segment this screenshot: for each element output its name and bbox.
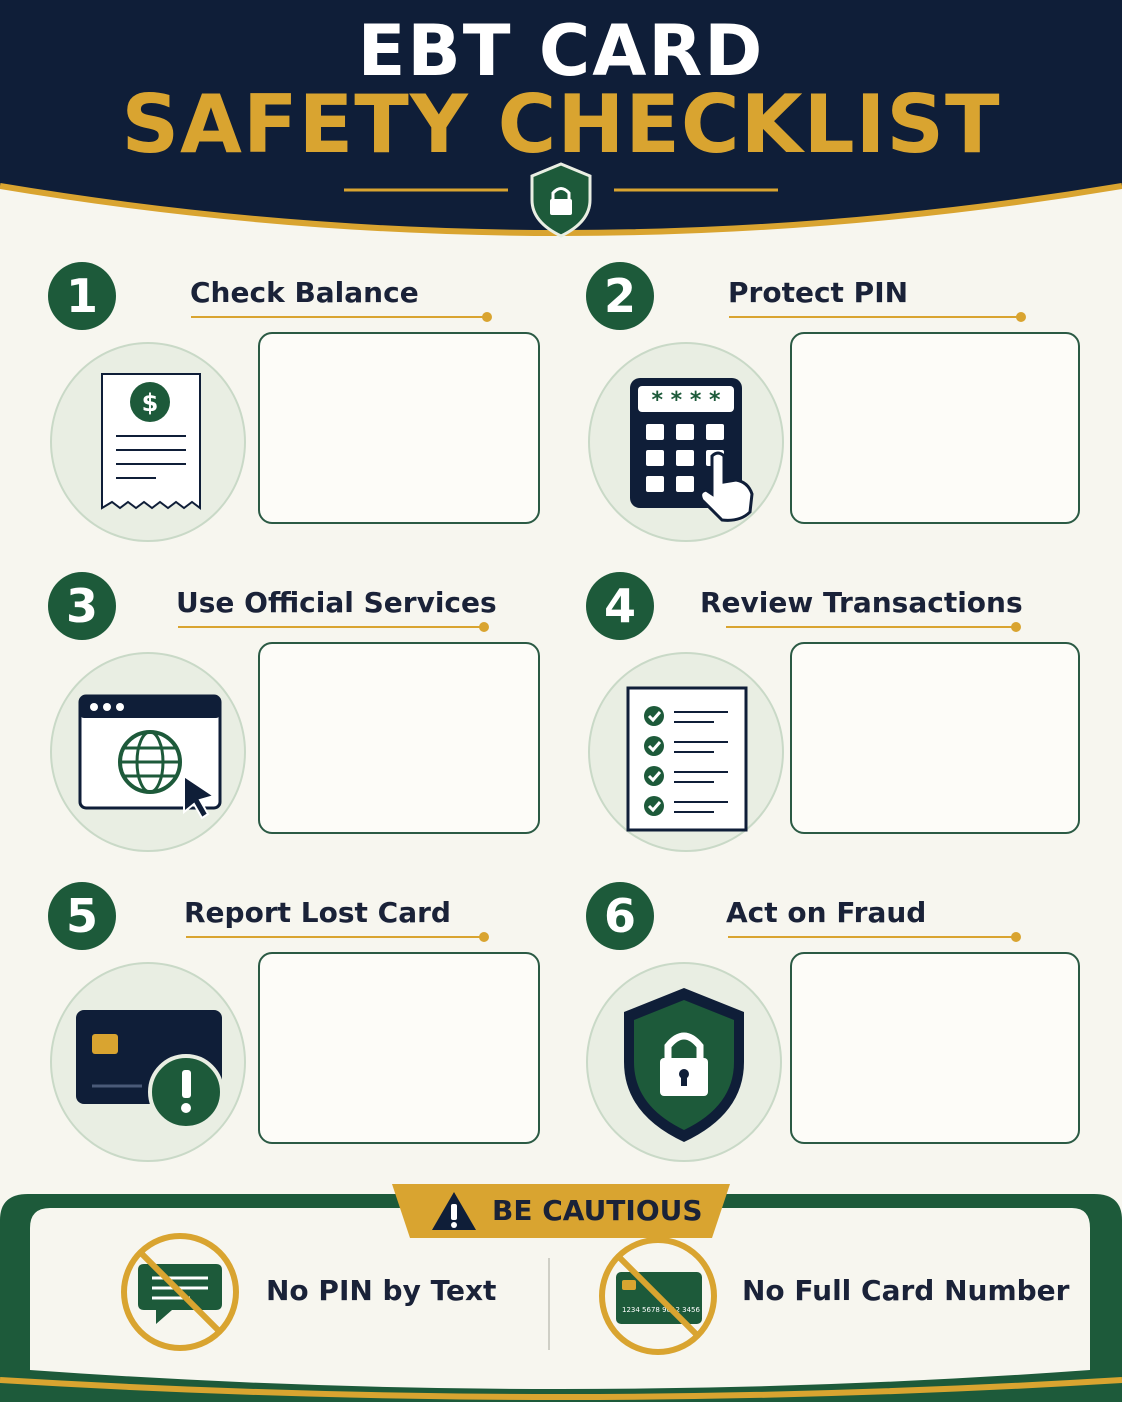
svg-text:$: $ [141, 389, 159, 417]
step-act-on-fraud [586, 882, 1122, 1182]
step-title-rule [186, 936, 484, 938]
step-title: Act on Fraud [726, 896, 927, 929]
step-report-lost-card [48, 882, 588, 1182]
icon-circle [588, 652, 784, 852]
step-check-balance [48, 262, 588, 562]
no-card-icon [602, 1240, 714, 1352]
svg-text:* * * *: * * * * [651, 388, 721, 413]
browser-globe-icon [52, 654, 248, 854]
step-number-badge: 5 [48, 882, 116, 950]
note-box[interactable] [790, 952, 1080, 1144]
note-box[interactable] [258, 952, 540, 1144]
step-protect-pin [586, 262, 1122, 562]
step-use-official-services [48, 572, 588, 872]
page-title-line1: EBT CARD [357, 10, 765, 92]
page-title-line2: SAFETY CHECKLIST [121, 78, 1001, 171]
step-title-rule [728, 936, 1016, 938]
step-title: Check Balance [190, 276, 419, 309]
step-title: Report Lost Card [184, 896, 451, 929]
step-title-rule [178, 626, 484, 628]
icon-circle [586, 962, 782, 1162]
icon-circle [50, 962, 246, 1162]
step-title: Review Transactions [700, 586, 1023, 619]
note-box[interactable] [790, 332, 1080, 524]
header [0, 0, 1122, 260]
icon-circle [50, 652, 246, 852]
step-number-badge: 1 [48, 262, 116, 330]
keypad-icon [590, 344, 786, 544]
note-box[interactable] [790, 642, 1080, 834]
step-title: Protect PIN [728, 276, 909, 309]
note-box[interactable] [258, 332, 540, 524]
step-title: Use Official Services [176, 586, 497, 619]
icon-circle [50, 342, 246, 542]
warning-no-full-card-number: No Full Card Number [742, 1274, 1070, 1307]
icon-circle [588, 342, 784, 542]
step-title-rule [729, 316, 1021, 318]
card-number-text: 1234 5678 9012 3456 [622, 1306, 700, 1314]
step-title-rule [726, 626, 1016, 628]
note-box[interactable] [258, 642, 540, 834]
step-title-rule [191, 316, 487, 318]
warning-no-pin-by-text: No PIN by Text [266, 1274, 497, 1307]
card-alert-icon [52, 964, 248, 1164]
divider [548, 1258, 550, 1350]
checklist-icon [590, 654, 786, 854]
step-number-badge: 6 [586, 882, 654, 950]
step-review-transactions [586, 572, 1122, 872]
step-number-badge: 3 [48, 572, 116, 640]
no-message-icon [124, 1236, 236, 1348]
caution-panel [0, 1180, 1122, 1402]
step-number-badge: 2 [586, 262, 654, 330]
receipt-dollar-icon [52, 344, 248, 544]
step-number-badge: 4 [586, 572, 654, 640]
caution-label: BE CAUTIOUS [492, 1194, 703, 1227]
shield-lock-icon [588, 964, 784, 1164]
